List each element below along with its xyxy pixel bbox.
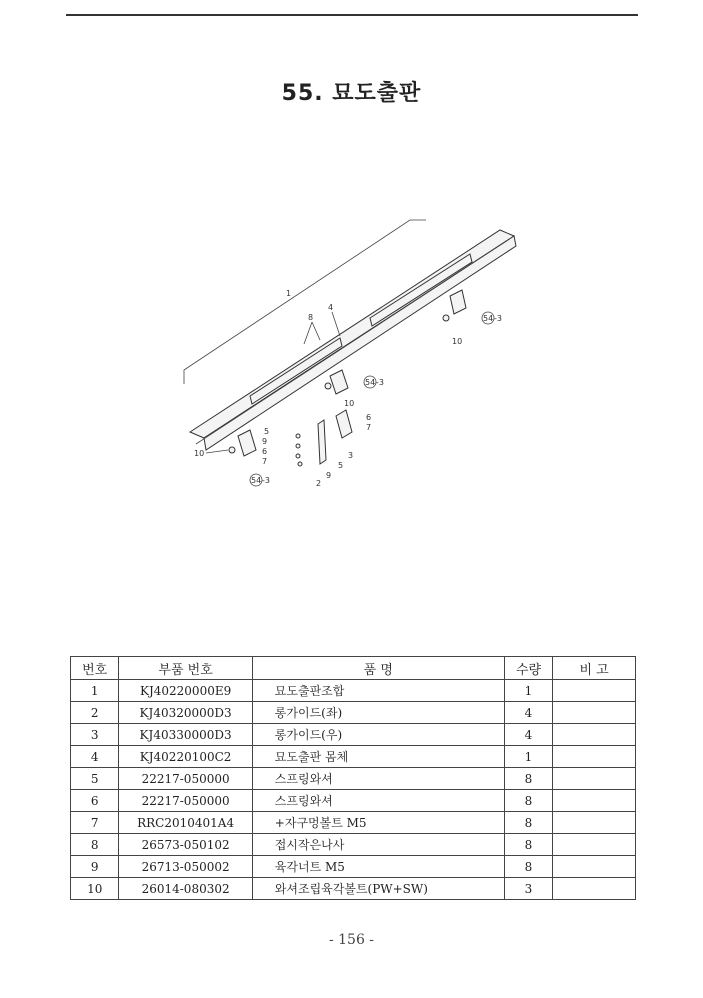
cell-remark [553, 812, 636, 834]
table-row [71, 702, 636, 724]
cell-qty: 8 [504, 812, 552, 834]
cell-no: 2 [71, 702, 119, 724]
cell-qty: 4 [504, 724, 552, 746]
bolt-10-right [443, 315, 449, 321]
cell-name: 접시작은나사 [252, 834, 504, 856]
cell-remark [553, 680, 636, 702]
cell-part-no: 26713-050002 [119, 856, 252, 878]
cell-qty: 1 [504, 680, 552, 702]
cell-qty: 8 [504, 834, 552, 856]
washer-d [298, 462, 302, 466]
bracket-center [336, 410, 352, 438]
callout-1: 1 [286, 289, 292, 298]
cell-name: +자구멍볼트 M5 [252, 812, 504, 834]
page-number: - 156 - [328, 932, 375, 948]
cell-no: 4 [71, 746, 119, 768]
callout-7-center: 7 [366, 423, 372, 432]
cell-no: 7 [71, 812, 119, 834]
bracket-left [238, 430, 256, 456]
table-row [71, 768, 636, 790]
cell-name: 와셔조립육각볼트(PW+SW) [252, 878, 504, 900]
cell-name: 육각너트 M5 [252, 856, 504, 878]
callout-6-left: 6 [262, 447, 268, 456]
cell-part-no: KJ40220100C2 [119, 746, 252, 768]
cell-no: 9 [71, 856, 119, 878]
cell-name: 스프링와셔 [252, 768, 504, 790]
cell-remark [553, 702, 636, 724]
cell-remark [553, 790, 636, 812]
top-rule [66, 14, 638, 16]
cell-qty: 8 [504, 790, 552, 812]
header-name: 품 명 [252, 657, 504, 680]
bolt-10-middle [325, 383, 331, 389]
cell-remark [553, 834, 636, 856]
callout-9-center: 9 [326, 471, 332, 480]
cell-part-no: KJ40330000D3 [119, 724, 252, 746]
cell-name: 롱가이드(우) [252, 724, 504, 746]
cell-part-no: KJ40320000D3 [119, 702, 252, 724]
header-qty: 수량 [504, 657, 552, 680]
cell-part-no: KJ40220000E9 [119, 680, 252, 702]
table-row [71, 834, 636, 856]
table-row [71, 856, 636, 878]
cell-part-no: RRC2010401A4 [119, 812, 252, 834]
parts-table [70, 656, 636, 900]
callout-5-left: 5 [264, 427, 270, 436]
callout-10-middle: 10 [344, 399, 355, 408]
bracket-right [450, 290, 466, 314]
cell-part-no: 26014-080302 [119, 878, 252, 900]
cell-no: 5 [71, 768, 119, 790]
callout-3-middle: -3 [376, 378, 384, 387]
cell-remark [553, 856, 636, 878]
cell-remark [553, 724, 636, 746]
table-row [71, 878, 636, 900]
cell-qty: 3 [504, 878, 552, 900]
callout-3-right: -3 [494, 314, 502, 323]
cell-remark [553, 746, 636, 768]
cell-qty: 4 [504, 702, 552, 724]
bolt-10-left [229, 447, 235, 453]
cell-qty: 1 [504, 746, 552, 768]
cell-name: 스프링와셔 [252, 790, 504, 812]
cell-name: 묘도출판 몸체 [252, 746, 504, 768]
cell-part-no: 22217-050000 [119, 790, 252, 812]
table-row [71, 724, 636, 746]
table-row [71, 812, 636, 834]
cell-qty: 8 [504, 856, 552, 878]
callout-10-right: 10 [452, 337, 463, 346]
callout-54-left: 54 [251, 476, 262, 485]
washer-b [296, 444, 300, 448]
callout-10-left-leader [206, 450, 228, 453]
bracket-middle [330, 370, 348, 394]
exploded-parts-diagram [170, 210, 540, 510]
callout-10-left: 10 [194, 449, 205, 458]
rail-flange [204, 236, 516, 450]
header-no: 번호 [71, 657, 119, 680]
callout-2: 2 [316, 479, 322, 488]
callout-8-leader-a [304, 322, 312, 344]
long-guide-piece [318, 420, 326, 464]
cell-no: 10 [71, 878, 119, 900]
page-title: 55. 묘도출판 [281, 81, 422, 106]
cell-part-no: 22217-050000 [119, 768, 252, 790]
table-row [71, 680, 636, 702]
callout-9-left: 9 [262, 437, 268, 446]
callout-4-leader [332, 312, 340, 336]
cell-qty: 8 [504, 768, 552, 790]
callout-54-right: 54 [483, 314, 494, 323]
callout-7-left: 7 [262, 457, 268, 466]
cell-no: 8 [71, 834, 119, 856]
cell-name: 롱가이드(좌) [252, 702, 504, 724]
callout-5-center: 5 [338, 461, 344, 470]
long-guide-right [370, 254, 472, 326]
callout-8-leader-b [312, 322, 320, 340]
callout-54-middle: 54 [365, 378, 376, 387]
long-guide-left [250, 338, 342, 404]
callout-4: 4 [328, 303, 334, 312]
cell-no: 6 [71, 790, 119, 812]
cell-name: 묘도출판조합 [252, 680, 504, 702]
cell-no: 1 [71, 680, 119, 702]
washer-a [296, 434, 300, 438]
callout-3-left: -3 [262, 476, 270, 485]
header-part-no: 부품 번호 [119, 657, 252, 680]
callout-6-center: 6 [366, 413, 372, 422]
table-row [71, 790, 636, 812]
cell-remark [553, 878, 636, 900]
callout-8: 8 [308, 313, 314, 322]
cell-no: 3 [71, 724, 119, 746]
header-remark: 비 고 [553, 657, 636, 680]
table-header-row [71, 657, 636, 680]
cell-remark [553, 768, 636, 790]
table-row [71, 746, 636, 768]
callout-3-center: 3 [348, 451, 354, 460]
cell-part-no: 26573-050102 [119, 834, 252, 856]
washer-c [296, 454, 300, 458]
